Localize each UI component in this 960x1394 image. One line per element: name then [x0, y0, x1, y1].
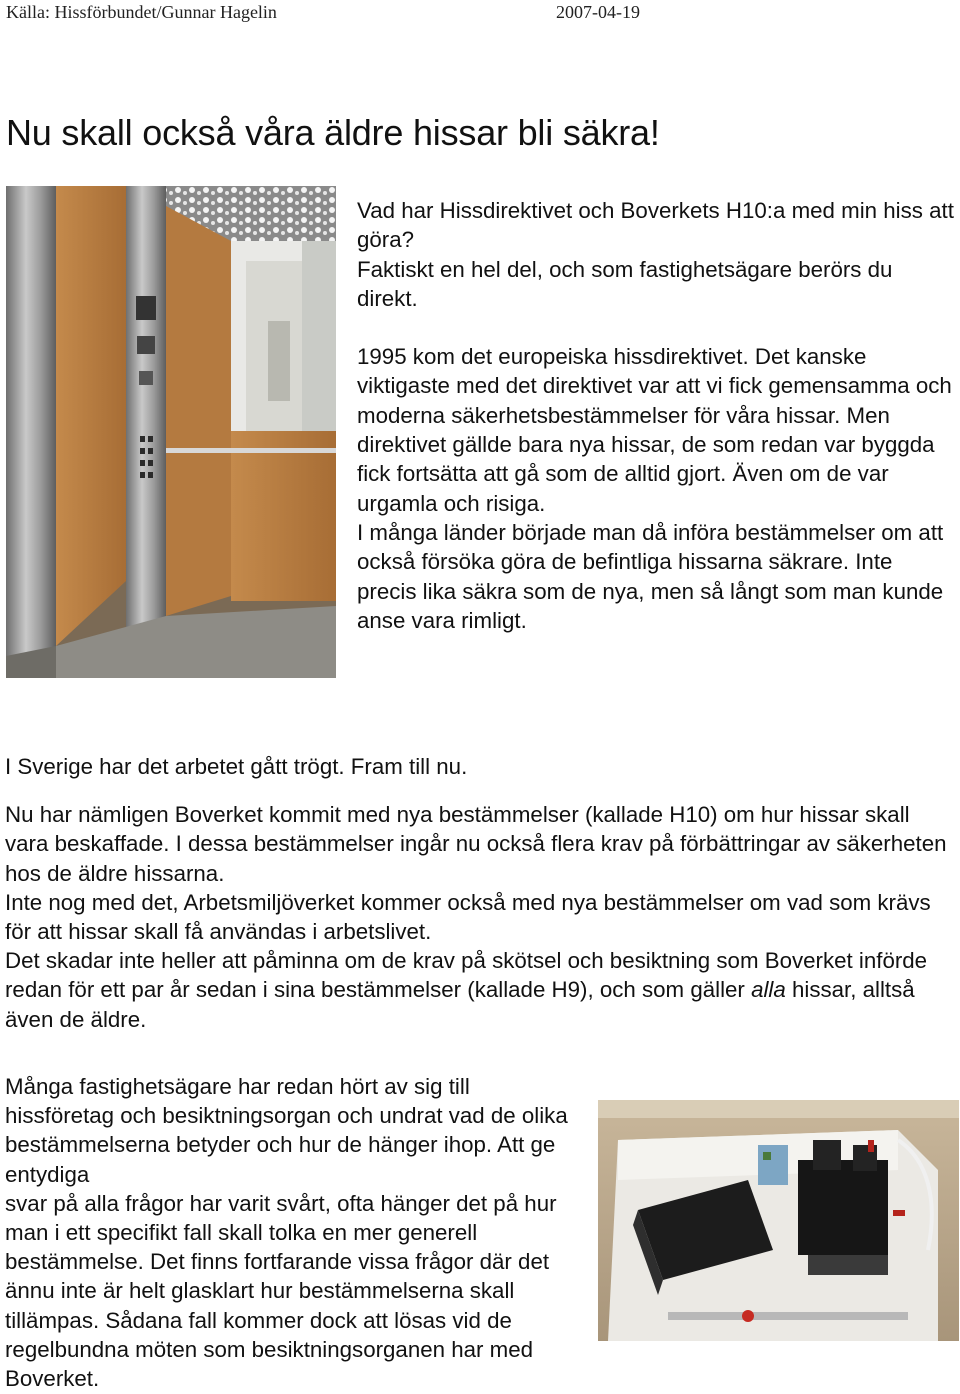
body-paragraph: I Sverige har det arbetet gått trögt. Fram till nu. [5, 754, 468, 779]
body-paragraph: Inte nog med det, Arbetsmiljöverket kommer också med nya bestämmelser om vad som krävs för att hissar skall få användas i arbetslivet. [5, 889, 931, 945]
intro-paragraph: I många länder började man då införa bestämmelser om att också försöka göra de befintliga hissarna säkrare. Inte precis lika säkra som de nya, men så långt som man kunde anse vara rimligt. [357, 519, 944, 633]
intro-paragraph: Vad har Hissdirektivet och Boverkets H10:a med min hiss att göra? [357, 198, 954, 253]
body-paragraph [5, 946, 955, 1034]
elevator-photo [6, 186, 336, 678]
body-paragraph: Nu har nämligen Boverket kommit med nya bestämmelser (kallade H10) om hur hissar skall vara beskaffade. I dessa bestämmelser ingår nu också flera krav på förbättringar av säkerheten hos de äldre hissarna. [5, 802, 947, 886]
body-text-span: hissar, alltså även de äldre. [5, 977, 915, 1032]
emphasis-text: alla [751, 977, 786, 1003]
machinery-photo [598, 1100, 959, 1341]
body-text [5, 752, 955, 1034]
header-source: Källa: Hissförbundet/Gunnar Hagelin [6, 2, 277, 22]
intro-paragraph: Faktiskt en hel del, och som fastighetsägare berörs du direkt. [357, 256, 893, 311]
body-text-span: Det skadar inte heller att påminna om de krav på skötsel och besiktning som Boverket införde redan för ett par år sedan i sina bestämmelser (kallade H9), och som gäller [5, 948, 928, 1003]
intro-paragraph: 1995 kom det europeiska hissdirektivet. Det kanske viktigaste med det direktivet var att vi fick gemensamma och moderna säkerhetsbestämmelser för våra hissar. Men direktivet gällde bara nya hissar, de som redan var byggda fick fortsätta att gå som de alltid gjort. Även om de var urgamla och risiga. [357, 344, 952, 516]
page-title: Nu skall också våra äldre hissar bli säkra! [6, 112, 660, 153]
header-date: 2007-04-19 [556, 2, 640, 22]
bottom-text [5, 1072, 580, 1393]
intro-text [357, 196, 957, 635]
bottom-paragraph: svar på alla frågor har varit svårt, ofta hänger det på hur man i ett specifikt fall skall tolka en mer generell bestämmelse. Det finns fortfarande vissa frågor där det ännu inte är helt glasklart hur bestämmelserna skall tillämpas. Sådana fall kommer dock att lösas vid de regelbundna möten som besiktningsorganen har med Boverket. [5, 1190, 557, 1392]
bottom-paragraph: Många fastighetsägare har redan hört av sig till hissföretag och besiktningsorgan och undrat vad de olika bestämmelserna betyder och hur de hänger ihop. Att ge entydiga [5, 1074, 568, 1187]
